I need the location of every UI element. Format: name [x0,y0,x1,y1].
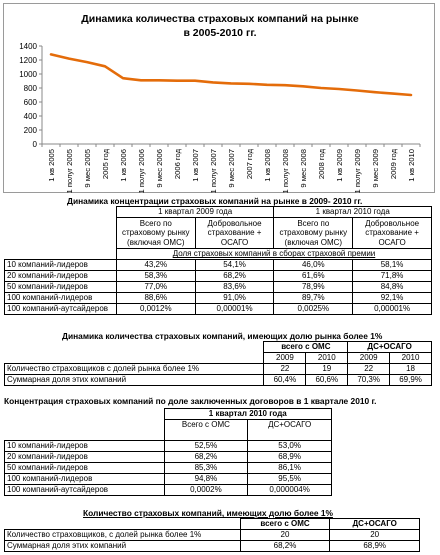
cell: 60,4% [264,375,306,386]
table-row [5,293,432,304]
cell: 18 [390,364,432,375]
x-tick-label: 9 мес 2009 [371,149,380,188]
cell: 53,0% [248,440,332,451]
line-chart [3,3,435,193]
cell: 77,0% [116,282,195,293]
x-tick-label: 1 кв 2007 [191,149,200,182]
row-label: Суммарная доля этих компаний [5,375,264,386]
chart-title: Динамика количества страховых компаний на рынке [81,13,359,25]
year-header: 2009 [348,353,390,364]
table2-title: Динамика количества страховых компаний, имеющих долю рынка более 1% [62,331,383,341]
y-tick-label: 0 [32,140,37,149]
table-row [5,260,432,271]
table-row [5,541,420,552]
column-header: ДС+ОСАГО [348,342,432,353]
row-label: Количество страховщиков с долей рынка более 1% [5,364,264,375]
cell: 84,8% [353,282,432,293]
cell: 60,6% [306,375,348,386]
cell: 68,2% [240,541,330,552]
y-tick-label: 400 [23,112,37,121]
table-row [5,271,432,282]
x-tick-label: 1 полуг 2009 [353,149,362,194]
row-label: Количество страховщиков, с долей рынка более 1% [5,530,241,541]
cell: 71,8% [353,271,432,282]
cell: 61,6% [274,271,353,282]
x-tick-label: 9 мес 2005 [83,149,92,188]
column-header: ДС+ОСАГО [330,519,420,530]
cell: 92,1% [353,293,432,304]
row-label: Суммарная доля этих компаний [5,541,241,552]
cell: 85,3% [164,462,248,473]
large-share-table [4,341,432,386]
x-tick-label: 9 мес 2006 [155,149,164,188]
cell: 46,0% [274,260,353,271]
row-label: 100 компаний-лидеров [5,473,165,484]
cell: 91,0% [195,293,274,304]
row-label: 100 компаний-аутсайдеров [5,484,165,495]
x-tick-label: 1 полуг 2007 [209,149,218,194]
y-tick-label: 600 [23,98,37,107]
table-row [5,451,332,462]
x-tick-label: 1 кв 2010 [407,149,416,182]
column-header: Всего по страховому рынку (включая ОМС) [274,218,353,249]
cell: 0,00001% [353,304,432,315]
cell: 19 [306,364,348,375]
cell: 94,8% [164,473,248,484]
x-tick-label: 9 мес 2007 [227,149,236,188]
table-row [5,304,432,315]
cell: 54,1% [195,260,274,271]
cell: 0,0002% [164,484,248,495]
chart-plot [4,4,436,194]
column-header: ДС+ОСАГО [248,420,332,441]
x-tick-label: 9 мес 2008 [299,149,308,188]
cell: 68,9% [248,451,332,462]
cell: 0,000004% [248,484,332,495]
cell: 68,9% [330,541,420,552]
table-row [5,484,332,495]
x-tick-label: 1 полуг 2006 [137,149,146,194]
column-header: всего с ОМС [264,342,348,353]
table-row [5,462,332,473]
table-row [5,364,432,375]
x-tick-label: 1 полуг 2005 [65,149,74,194]
x-tick-label: 1 кв 2009 [335,149,344,182]
row-label: 50 компаний-лидеров [5,462,165,473]
cell: 43,2% [116,260,195,271]
period-header: 1 квартал 2009 года [116,207,274,218]
y-tick-label: 1400 [19,42,37,51]
cell: 22 [348,364,390,375]
cell: 20 [240,530,330,541]
year-header: 2010 [306,353,348,364]
cell: 86,1% [248,462,332,473]
cell: 0,0012% [116,304,195,315]
row-label: 10 компаний-лидеров [5,440,165,451]
year-header: 2009 [264,353,306,364]
chart-subtitle: в 2005-2010 гг. [183,27,257,39]
x-tick-label: 1 кв 2006 [119,149,128,182]
row-label: 50 компаний-лидеров [5,282,117,293]
contracts-table [4,408,332,496]
column-header: Добровольное страхование + ОСАГО [353,218,432,249]
x-tick-label: 1 полуг 2008 [281,149,290,194]
table-row [5,375,432,386]
table-row [5,473,332,484]
x-tick-label: 2009 год [389,149,398,180]
cell: 95,5% [248,473,332,484]
row-label: 10 компаний-лидеров [5,260,117,271]
cell: 52,5% [164,440,248,451]
column-header: всего с ОМС [240,519,330,530]
table4-title: Количество страховых компаний, имеющих долю более 1% [83,508,333,518]
y-tick-label: 1200 [19,56,37,65]
table3-title: Концентрация страховых компаний по доле заключенных договоров в 1 квартале 2010 г. [4,396,377,406]
x-tick-label: 1 кв 2008 [263,149,272,182]
cell: 68,2% [195,271,274,282]
year-header: 2010 [390,353,432,364]
table-row [5,530,420,541]
cell: 78,9% [274,282,353,293]
x-tick-label: 2007 год [245,149,254,180]
table-row [5,440,332,451]
column-header: Добровольное страхование + ОСАГО [195,218,274,249]
row-label: 100 компаний-аутсайдеров [5,304,117,315]
column-header: Всего по страховому рынку (включая ОМС) [116,218,195,249]
cell: 58,1% [353,260,432,271]
cell: 88,6% [116,293,195,304]
table1-title: Динамика концентрации страховых компаний на рынке в 2009- 2010 гг. [67,196,363,206]
y-tick-label: 1000 [19,70,37,79]
period-header: 1 квартал 2010 года [274,207,432,218]
x-tick-label: 2006 год [173,149,182,180]
x-tick-label: 1 кв 2005 [47,149,56,182]
row-label: 20 компаний-лидеров [5,451,165,462]
subheader: Доля страховых компаний в сборах страховой премии [116,249,431,260]
cell: 83,6% [195,282,274,293]
x-tick-label: 2008 год [317,149,326,180]
cell: 22 [264,364,306,375]
cell: 58,3% [116,271,195,282]
series-line [51,54,411,95]
column-header: Всего с ОМС [164,420,248,441]
cell: 0,0025% [274,304,353,315]
cell: 68,2% [164,451,248,462]
x-tick-label: 2005 год [101,149,110,180]
period-header: 1 квартал 2010 года [164,409,331,420]
y-tick-label: 800 [23,84,37,93]
share-over-1pct-table [4,518,420,552]
row-label: 100 компаний-лидеров [5,293,117,304]
cell: 0,00001% [195,304,274,315]
cell: 20 [330,530,420,541]
cell: 70,3% [348,375,390,386]
row-label: 20 компаний-лидеров [5,271,117,282]
table-row [5,282,432,293]
cell: 89,7% [274,293,353,304]
concentration-table [4,206,432,315]
cell: 69,9% [390,375,432,386]
y-tick-label: 200 [23,126,37,135]
